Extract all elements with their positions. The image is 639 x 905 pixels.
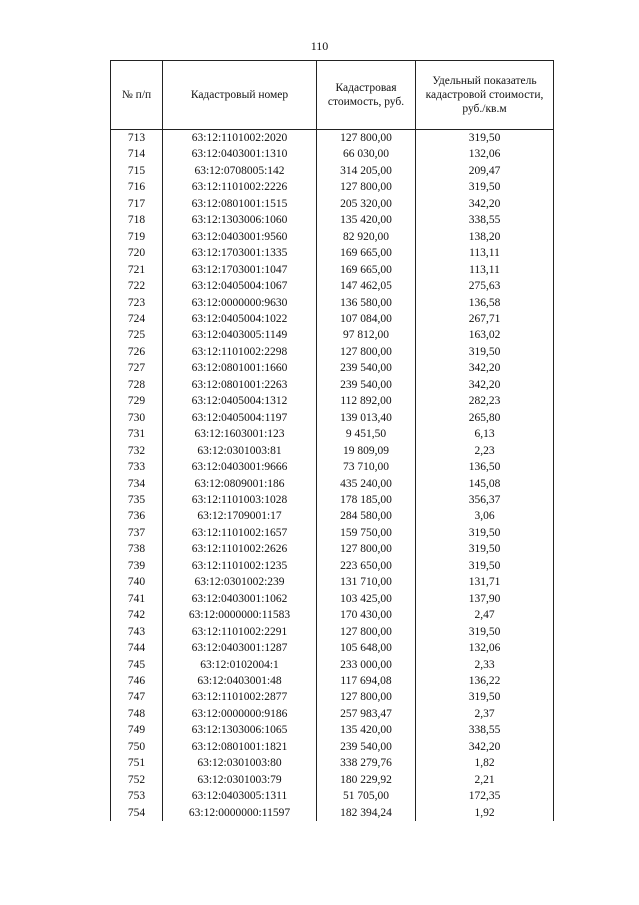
table-row: [111, 673, 554, 689]
cell-cadastral-cost: 239 540,00: [317, 360, 416, 376]
cell-cadastral-cost: 127 800,00: [317, 344, 416, 360]
cell-row-number: 725: [111, 327, 163, 343]
cell-specific-indicator: 138,20: [416, 229, 554, 245]
cell-specific-indicator: 338,55: [416, 722, 554, 738]
cell-cadastral-cost: 169 665,00: [317, 262, 416, 278]
cell-cadastral-number: 63:12:1101002:2298: [163, 344, 317, 360]
cell-cadastral-number: 63:12:0809001:186: [163, 476, 317, 492]
cell-specific-indicator: 145,08: [416, 476, 554, 492]
cell-cadastral-number: 63:12:0405004:1312: [163, 393, 317, 409]
cell-cadastral-number: 63:12:1101002:2877: [163, 689, 317, 705]
table-row: [111, 278, 554, 294]
cell-cadastral-number: 63:12:0301003:81: [163, 443, 317, 459]
cell-specific-indicator: 2,47: [416, 607, 554, 623]
cell-cadastral-cost: 135 420,00: [317, 722, 416, 738]
header-cadastral-number: Кадастровый номер: [163, 61, 317, 130]
cell-row-number: 719: [111, 229, 163, 245]
cell-cadastral-number: 63:12:1101002:1235: [163, 558, 317, 574]
cell-specific-indicator: 113,11: [416, 262, 554, 278]
table-row: [111, 508, 554, 524]
table-row: [111, 706, 554, 722]
cell-row-number: 729: [111, 393, 163, 409]
cell-cadastral-number: 63:12:1101003:1028: [163, 492, 317, 508]
cell-cadastral-cost: 127 800,00: [317, 179, 416, 195]
cell-cadastral-number: 63:12:1703001:1335: [163, 245, 317, 261]
cell-specific-indicator: 136,22: [416, 673, 554, 689]
table-row: [111, 476, 554, 492]
cell-cadastral-number: 63:12:1709001:17: [163, 508, 317, 524]
cell-cadastral-cost: 314 205,00: [317, 163, 416, 179]
cell-specific-indicator: 163,02: [416, 327, 554, 343]
cell-specific-indicator: 132,06: [416, 640, 554, 656]
cell-row-number: 730: [111, 410, 163, 426]
cell-row-number: 738: [111, 541, 163, 557]
cell-cadastral-number: 63:12:0403001:48: [163, 673, 317, 689]
table-row: [111, 229, 554, 245]
cell-cadastral-number: 63:12:0801001:1660: [163, 360, 317, 376]
cell-cadastral-cost: 136 580,00: [317, 295, 416, 311]
cell-cadastral-cost: 239 540,00: [317, 377, 416, 393]
table-row: [111, 558, 554, 574]
cell-cadastral-cost: 233 000,00: [317, 657, 416, 673]
cell-specific-indicator: 2,21: [416, 772, 554, 788]
cell-cadastral-number: 63:12:0708005:142: [163, 163, 317, 179]
header-row-number: № п/п: [111, 61, 163, 130]
cell-cadastral-number: 63:12:1101002:2626: [163, 541, 317, 557]
cell-cadastral-number: 63:12:1703001:1047: [163, 262, 317, 278]
table-row: [111, 640, 554, 656]
table-row: [111, 196, 554, 212]
table-row: [111, 755, 554, 771]
cell-specific-indicator: 319,50: [416, 179, 554, 195]
cell-cadastral-cost: 170 430,00: [317, 607, 416, 623]
cell-cadastral-cost: 284 580,00: [317, 508, 416, 524]
table-row: [111, 262, 554, 278]
table-row: [111, 146, 554, 162]
cell-cadastral-number: 63:12:1101002:2226: [163, 179, 317, 195]
cell-cadastral-cost: 135 420,00: [317, 212, 416, 228]
cell-cadastral-number: 63:12:0403005:1149: [163, 327, 317, 343]
cell-row-number: 734: [111, 476, 163, 492]
cell-row-number: 749: [111, 722, 163, 738]
cell-cadastral-number: 63:12:0102004:1: [163, 657, 317, 673]
table-row: [111, 426, 554, 442]
cell-row-number: 717: [111, 196, 163, 212]
cell-cadastral-cost: 131 710,00: [317, 574, 416, 590]
cell-specific-indicator: 338,55: [416, 212, 554, 228]
cell-cadastral-cost: 223 650,00: [317, 558, 416, 574]
cell-cadastral-cost: 97 812,00: [317, 327, 416, 343]
cadastral-value-table: [110, 60, 554, 821]
cell-cadastral-number: 63:12:0405004:1067: [163, 278, 317, 294]
cell-cadastral-cost: 139 013,40: [317, 410, 416, 426]
table-body: [111, 130, 554, 822]
cell-cadastral-cost: 205 320,00: [317, 196, 416, 212]
cell-row-number: 754: [111, 805, 163, 821]
cell-specific-indicator: 6,13: [416, 426, 554, 442]
header-specific-indicator: Удельный показатель кадастровой стоимости, руб./кв.м: [416, 61, 554, 130]
cell-specific-indicator: 319,50: [416, 624, 554, 640]
cell-row-number: 724: [111, 311, 163, 327]
table-row: [111, 525, 554, 541]
cell-specific-indicator: 342,20: [416, 739, 554, 755]
cell-cadastral-number: 63:12:0403001:1287: [163, 640, 317, 656]
cell-cadastral-cost: 117 694,08: [317, 673, 416, 689]
cell-cadastral-number: 63:12:1303006:1065: [163, 722, 317, 738]
table-row: [111, 393, 554, 409]
table-row: [111, 410, 554, 426]
cell-row-number: 713: [111, 130, 163, 147]
cell-cadastral-number: 63:12:1101002:2020: [163, 130, 317, 147]
table-row: [111, 805, 554, 821]
header-cadastral-cost: Кадастровая стоимость, руб.: [317, 61, 416, 130]
cell-row-number: 748: [111, 706, 163, 722]
cell-row-number: 715: [111, 163, 163, 179]
cell-cadastral-number: 63:12:0301002:239: [163, 574, 317, 590]
cell-specific-indicator: 137,90: [416, 591, 554, 607]
cell-cadastral-number: 63:12:0301003:80: [163, 755, 317, 771]
cell-row-number: 752: [111, 772, 163, 788]
cell-specific-indicator: 282,23: [416, 393, 554, 409]
cell-specific-indicator: 342,20: [416, 360, 554, 376]
cell-row-number: 753: [111, 788, 163, 804]
table-row: [111, 459, 554, 475]
cell-cadastral-cost: 19 809,09: [317, 443, 416, 459]
cell-specific-indicator: 113,11: [416, 245, 554, 261]
cell-row-number: 737: [111, 525, 163, 541]
cell-row-number: 751: [111, 755, 163, 771]
cell-cadastral-number: 63:12:0000000:11597: [163, 805, 317, 821]
cell-cadastral-cost: 82 920,00: [317, 229, 416, 245]
cell-cadastral-cost: 66 030,00: [317, 146, 416, 162]
cell-row-number: 745: [111, 657, 163, 673]
cell-cadastral-cost: 127 800,00: [317, 624, 416, 640]
cell-cadastral-cost: 127 800,00: [317, 541, 416, 557]
cell-row-number: 720: [111, 245, 163, 261]
table-row: [111, 772, 554, 788]
cell-cadastral-cost: 338 279,76: [317, 755, 416, 771]
table-row: [111, 624, 554, 640]
cell-row-number: 731: [111, 426, 163, 442]
cell-cadastral-cost: 147 462,05: [317, 278, 416, 294]
table-row: [111, 443, 554, 459]
cell-specific-indicator: 319,50: [416, 344, 554, 360]
cell-row-number: 735: [111, 492, 163, 508]
cell-specific-indicator: 3,06: [416, 508, 554, 524]
cell-row-number: 741: [111, 591, 163, 607]
cell-specific-indicator: 319,50: [416, 541, 554, 557]
table-row: [111, 591, 554, 607]
cell-row-number: 742: [111, 607, 163, 623]
cell-row-number: 722: [111, 278, 163, 294]
table-row: [111, 311, 554, 327]
cell-row-number: 743: [111, 624, 163, 640]
cell-row-number: 714: [111, 146, 163, 162]
table-row: [111, 377, 554, 393]
cell-specific-indicator: 2,33: [416, 657, 554, 673]
cell-cadastral-number: 63:12:0403001:1062: [163, 591, 317, 607]
cell-specific-indicator: 319,50: [416, 130, 554, 147]
cell-specific-indicator: 209,47: [416, 163, 554, 179]
cell-cadastral-cost: 103 425,00: [317, 591, 416, 607]
cell-cadastral-number: 63:12:0405004:1197: [163, 410, 317, 426]
table-row: [111, 344, 554, 360]
table-row: [111, 130, 554, 147]
cell-specific-indicator: 265,80: [416, 410, 554, 426]
table-row: [111, 541, 554, 557]
cell-row-number: 718: [111, 212, 163, 228]
cell-cadastral-cost: 435 240,00: [317, 476, 416, 492]
cell-specific-indicator: 319,50: [416, 689, 554, 705]
cell-cadastral-number: 63:12:0801001:1821: [163, 739, 317, 755]
cell-row-number: 733: [111, 459, 163, 475]
table-row: [111, 212, 554, 228]
cell-specific-indicator: 356,37: [416, 492, 554, 508]
cell-specific-indicator: 2,23: [416, 443, 554, 459]
cell-cadastral-number: 63:12:0403005:1311: [163, 788, 317, 804]
table-row: [111, 179, 554, 195]
cell-cadastral-cost: 159 750,00: [317, 525, 416, 541]
cell-row-number: 750: [111, 739, 163, 755]
cell-row-number: 744: [111, 640, 163, 656]
table-row: [111, 163, 554, 179]
cell-specific-indicator: 319,50: [416, 525, 554, 541]
cell-row-number: 747: [111, 689, 163, 705]
cell-specific-indicator: 136,50: [416, 459, 554, 475]
cell-specific-indicator: 2,37: [416, 706, 554, 722]
cell-cadastral-number: 63:12:0000000:9186: [163, 706, 317, 722]
table-row: [111, 360, 554, 376]
page-number: 110: [310, 39, 329, 53]
cell-row-number: 723: [111, 295, 163, 311]
cell-cadastral-cost: 112 892,00: [317, 393, 416, 409]
table-row: [111, 327, 554, 343]
cell-cadastral-cost: 239 540,00: [317, 739, 416, 755]
cell-cadastral-cost: 257 983,47: [317, 706, 416, 722]
table-row: [111, 722, 554, 738]
cell-specific-indicator: 132,06: [416, 146, 554, 162]
cell-cadastral-number: 63:12:1603001:123: [163, 426, 317, 442]
cell-cadastral-cost: 73 710,00: [317, 459, 416, 475]
cell-cadastral-number: 63:12:0801001:1515: [163, 196, 317, 212]
cell-cadastral-cost: 127 800,00: [317, 689, 416, 705]
cell-cadastral-cost: 51 705,00: [317, 788, 416, 804]
cell-cadastral-number: 63:12:1303006:1060: [163, 212, 317, 228]
cell-specific-indicator: 319,50: [416, 558, 554, 574]
cell-specific-indicator: 1,92: [416, 805, 554, 821]
cell-row-number: 736: [111, 508, 163, 524]
cell-cadastral-cost: 180 229,92: [317, 772, 416, 788]
cell-specific-indicator: 342,20: [416, 377, 554, 393]
cell-cadastral-number: 63:12:0403001:9560: [163, 229, 317, 245]
cell-specific-indicator: 136,58: [416, 295, 554, 311]
cell-row-number: 739: [111, 558, 163, 574]
cell-cadastral-number: 63:12:0405004:1022: [163, 311, 317, 327]
cell-cadastral-number: 63:12:1101002:1657: [163, 525, 317, 541]
table-row: [111, 574, 554, 590]
table-row: [111, 245, 554, 261]
table-row: [111, 788, 554, 804]
cell-row-number: 721: [111, 262, 163, 278]
cell-cadastral-cost: 105 648,00: [317, 640, 416, 656]
cell-row-number: 732: [111, 443, 163, 459]
cell-row-number: 727: [111, 360, 163, 376]
cell-specific-indicator: 342,20: [416, 196, 554, 212]
table-row: [111, 689, 554, 705]
cell-cadastral-cost: 178 185,00: [317, 492, 416, 508]
cell-cadastral-number: 63:12:0000000:11583: [163, 607, 317, 623]
cell-cadastral-number: 63:12:1101002:2291: [163, 624, 317, 640]
cell-row-number: 728: [111, 377, 163, 393]
cell-cadastral-number: 63:12:0403001:1310: [163, 146, 317, 162]
cell-specific-indicator: 275,63: [416, 278, 554, 294]
table-row: [111, 295, 554, 311]
table-header-row: [111, 61, 554, 130]
cell-cadastral-number: 63:12:0000000:9630: [163, 295, 317, 311]
table-row: [111, 657, 554, 673]
table-row: [111, 492, 554, 508]
cell-row-number: 740: [111, 574, 163, 590]
cell-cadastral-number: 63:12:0403001:9666: [163, 459, 317, 475]
cell-cadastral-cost: 182 394,24: [317, 805, 416, 821]
cell-cadastral-number: 63:12:0301003:79: [163, 772, 317, 788]
table-row: [111, 607, 554, 623]
cell-row-number: 746: [111, 673, 163, 689]
cell-row-number: 716: [111, 179, 163, 195]
cell-cadastral-cost: 9 451,50: [317, 426, 416, 442]
cell-specific-indicator: 172,35: [416, 788, 554, 804]
cell-cadastral-cost: 107 084,00: [317, 311, 416, 327]
cell-row-number: 726: [111, 344, 163, 360]
cell-cadastral-cost: 127 800,00: [317, 130, 416, 147]
table-row: [111, 739, 554, 755]
cell-specific-indicator: 1,82: [416, 755, 554, 771]
cell-cadastral-number: 63:12:0801001:2263: [163, 377, 317, 393]
cell-cadastral-cost: 169 665,00: [317, 245, 416, 261]
cell-specific-indicator: 131,71: [416, 574, 554, 590]
cell-specific-indicator: 267,71: [416, 311, 554, 327]
